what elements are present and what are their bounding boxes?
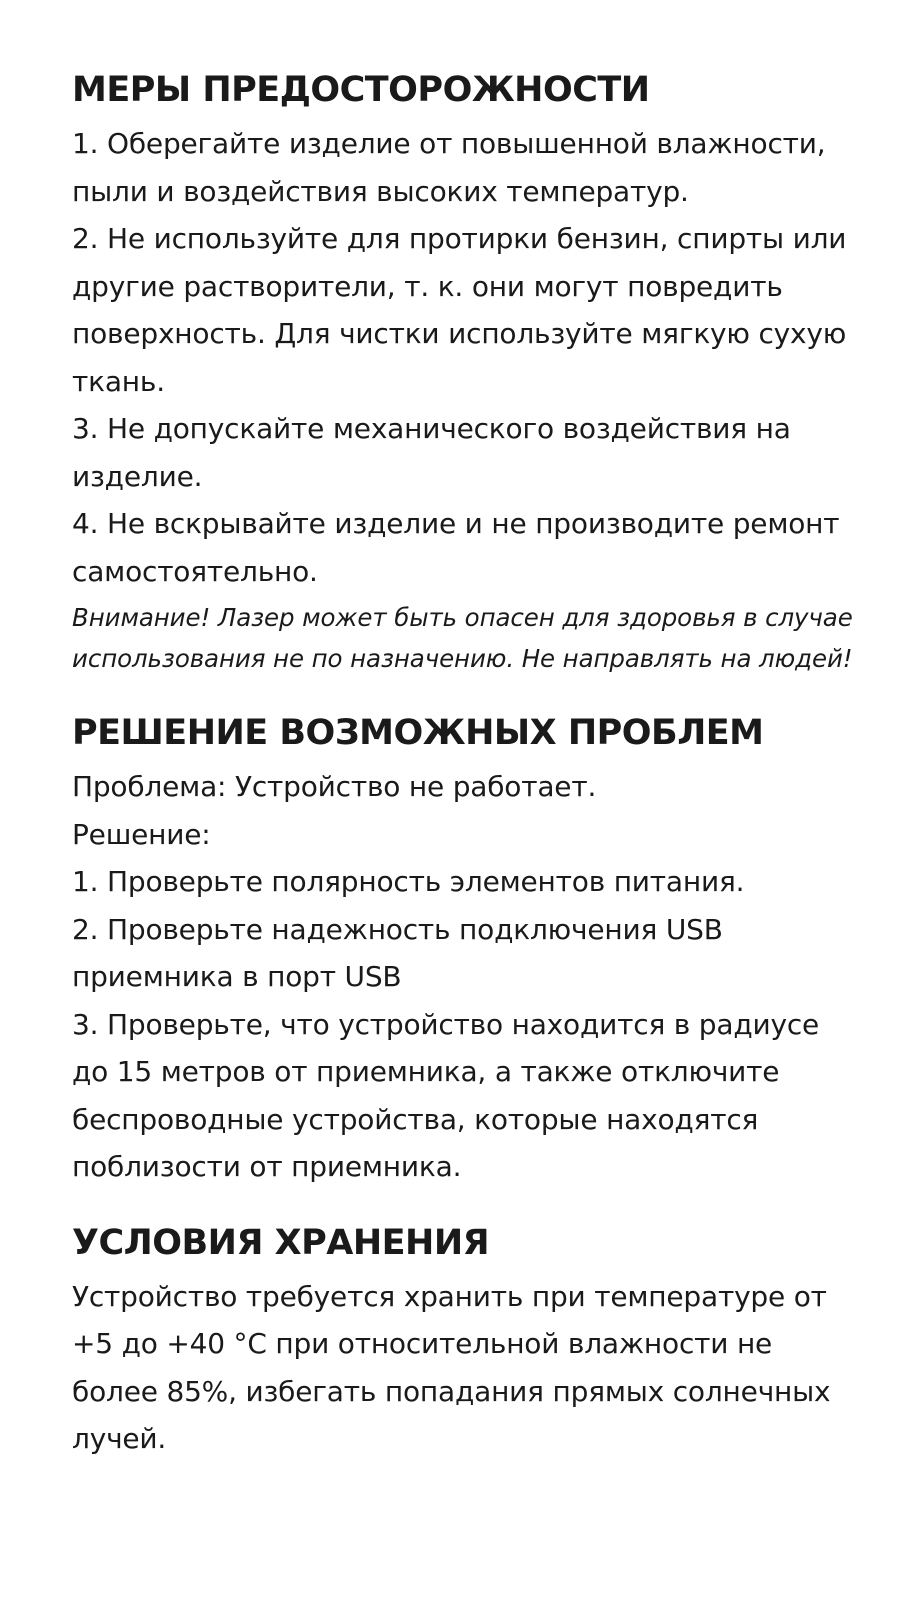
- storage-text: Устройство требуется хранить при температуре от +5 до +40 °С при относительной влажности не более 85%, избегать попадания прямых солнечных лучей.: [72, 1279, 831, 1455]
- precaution-item: 3. Не допускайте механического воздействия на изделие.: [72, 412, 791, 493]
- precaution-item: 4. Не вскрывайте изделие и не производите ремонт самостоятельно.: [72, 507, 840, 588]
- problem-text: Проблема: Устройство не работает.: [72, 770, 597, 803]
- precautions-title: МЕРЫ ПРЕДОСТОРОЖНОСТИ: [72, 70, 650, 110]
- precaution-item: 1. Оберегайте изделие от повышенной влажности, пыли и воздействия высоких температур.: [72, 127, 826, 208]
- solution-step: 3. Проверьте, что устройство находится в радиусе до 15 метров от приемника, а также отключите беспроводные устройства, которые находятся поблизости от приемника.: [72, 1007, 820, 1183]
- solution-step: 1. Проверьте полярность элементов питания.: [72, 865, 745, 898]
- laser-warning: Внимание! Лазер может быть опасен для здоровья в случае использования не по назначению. Не направлять на людей!: [72, 603, 853, 673]
- storage-section: [72, 1213, 862, 1463]
- precaution-item: 2. Не используйте для протирки бензин, спирты или другие растворители, т. к. они могут повредить поверхность. Для чистки используйте мягкую сухую ткань.: [72, 222, 847, 398]
- storage-title: УСЛОВИЯ ХРАНЕНИЯ: [72, 1222, 490, 1263]
- precautions-section: [72, 60, 862, 679]
- troubleshooting-section: [72, 703, 862, 1191]
- troubleshooting-title: РЕШЕНИЕ ВОЗМОЖНЫХ ПРОБЛЕМ: [72, 713, 764, 753]
- solution-label: Решение:: [72, 817, 211, 851]
- solution-step: 2. Проверьте надежность подключения USB приемника в порт USB: [72, 912, 723, 993]
- manual-page: [72, 60, 862, 1463]
